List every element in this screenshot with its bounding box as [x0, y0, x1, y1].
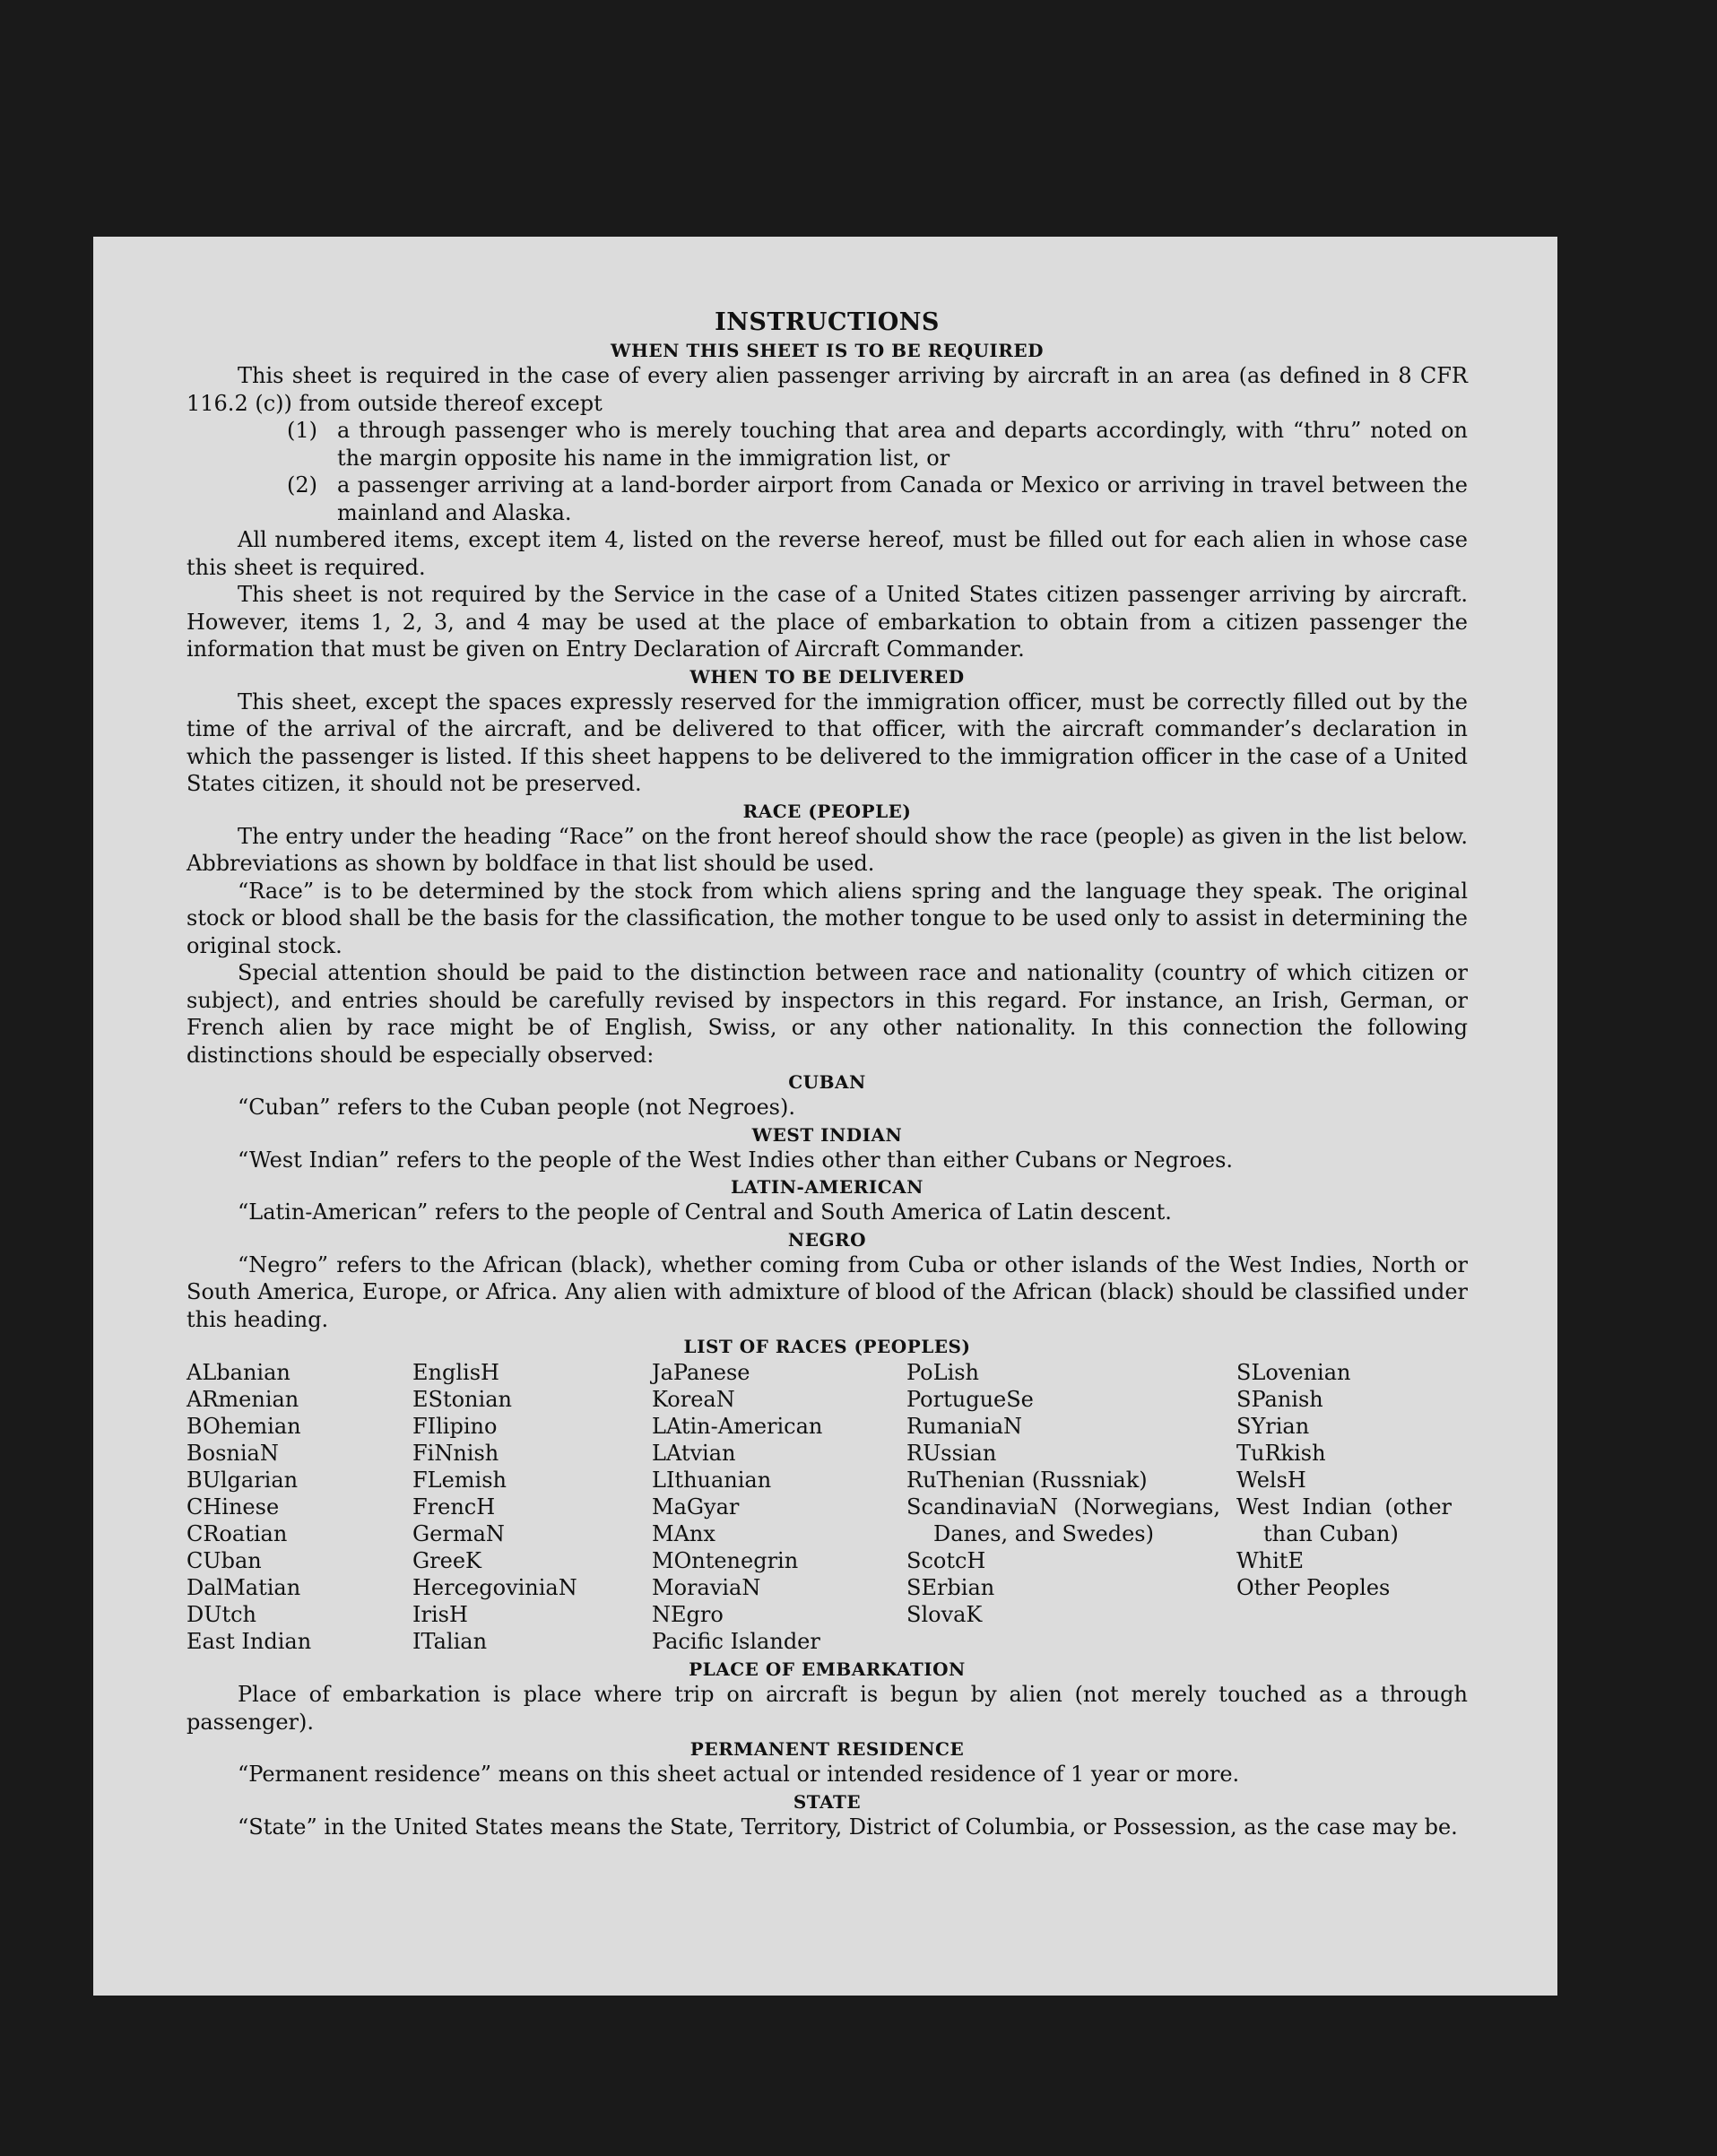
race-item: BosniaN	[186, 1441, 279, 1466]
race-item: SLovenian	[1236, 1360, 1351, 1385]
race-item: ScotcH	[906, 1548, 986, 1573]
race-item: ALbanian	[186, 1360, 291, 1385]
section-heading-race: RACE (PEOPLE)	[742, 800, 912, 822]
race-item: ARmenian	[186, 1387, 299, 1412]
race-item: PoLish	[906, 1360, 980, 1385]
races-column	[186, 1359, 412, 1655]
race-item: FiNnish	[412, 1441, 499, 1466]
races-column	[652, 1359, 906, 1655]
race-item: MaGyar	[652, 1494, 740, 1520]
race-item: HercegoviniaN	[412, 1575, 577, 1600]
section-heading-state: STATE	[793, 1790, 862, 1813]
race-item: CHinese	[186, 1494, 280, 1520]
race-item: DUtch	[186, 1602, 257, 1627]
paragraph: All numbered items, except item 4, listed on the reverse hereof, must be filled out for each alien in whose case this sheet is required.	[186, 527, 1468, 580]
race-item: LIthuanian	[652, 1468, 772, 1493]
section-heading-required: WHEN THIS SHEET IS TO BE REQUIRED	[611, 340, 1044, 361]
paragraph: “West Indian” refers to the people of the West Indies other than either Cubans or Negroes.	[238, 1147, 1234, 1173]
race-item: LAtvian	[652, 1441, 736, 1466]
paragraph: This sheet is not required by the Service in the case of a United States citizen passenger arriving by aircraft. However, items 1, 2, 3, and 4 may be used at the place of embarkation to obtain from a citizen passenger the information that must be given on Entry Declaration of Aircraft Commander.	[186, 582, 1468, 662]
paragraph: “Cuban” refers to the Cuban people (not Negroes).	[238, 1095, 795, 1120]
item-number: (2)	[287, 472, 317, 498]
race-item: FLemish	[412, 1468, 507, 1493]
race-item: BOhemian	[186, 1414, 301, 1439]
paragraph: “Latin-American” refers to the people of Central and South America of Latin descent.	[238, 1199, 1172, 1225]
race-item: ITalian	[412, 1629, 488, 1654]
page-title: INSTRUCTIONS	[715, 308, 940, 336]
race-item: KoreaN	[652, 1387, 735, 1412]
race-item: DalMatian	[186, 1575, 301, 1600]
races-column	[1236, 1359, 1468, 1655]
race-item: East Indian	[186, 1629, 312, 1654]
races-column	[906, 1359, 1236, 1655]
paragraph: Place of embarkation is place where trip on aircraft is begun by alien (not merely touched as a through passenger).	[186, 1682, 1468, 1735]
section-heading-cuban: CUBAN	[788, 1071, 866, 1093]
paragraph: “Negro” refers to the African (black), whether coming from Cuba or other islands of the West Indies, North or South America, Europe, or Africa. Any alien with admixture of blood of the African (black) should be classified under this heading.	[186, 1251, 1468, 1332]
race-item: Pacific Islander	[652, 1629, 820, 1654]
section-heading-races-list: LIST OF RACES (PEOPLES)	[683, 1336, 971, 1357]
section-heading-residence: PERMANENT RESIDENCE	[689, 1738, 965, 1760]
races-column	[412, 1359, 652, 1655]
race-item: FrencH	[412, 1494, 496, 1520]
race-item: NEgro	[652, 1602, 724, 1627]
race-item: GreeK	[412, 1548, 481, 1573]
paragraph: Special attention should be paid to the distinction between race and nationality (country of which citizen or subject), and entries should be carefully revised by inspectors in this regard. For instance, an Irish, German, or French alien by race might be of English, Swiss, or any other nationality. In this connection the following distinctions should be especially observed:	[186, 960, 1468, 1068]
race-item: RumaniaN	[906, 1414, 1023, 1439]
race-item: FIlipino	[412, 1414, 498, 1439]
race-item: WelsH	[1236, 1468, 1306, 1493]
races-list	[186, 1359, 1468, 1655]
list-item	[186, 472, 1468, 526]
item-text: a passenger arriving at a land-border airport from Canada or Mexico or arriving in travel between the mainland and Alaska.	[337, 472, 1468, 525]
paragraph: “Permanent residence” means on this sheet actual or intended residence of 1 year or more.	[238, 1762, 1240, 1787]
race-item: SYrian	[1236, 1414, 1310, 1439]
race-item: CRoatian	[186, 1521, 288, 1546]
race-item: CUban	[186, 1548, 262, 1573]
race-item: SlovaK	[906, 1602, 983, 1627]
item-text: a through passenger who is merely touching that area and departs accordingly, with “thru” noted on the margin opposite his name in the immigration list, or	[337, 418, 1468, 471]
paragraph: This sheet, except the spaces expressly reserved for the immigration officer, must be correctly filled out by the time of the arrival of the aircraft, and be delivered to that officer, with the aircraft commander’s declaration in which the passenger is listed. If this sheet happens to be delivered to the immigration officer in the case of a United States citizen, it should not be preserved.	[186, 688, 1468, 796]
race-item: RUssian	[906, 1441, 997, 1466]
paragraph: This sheet is required in the case of every alien passenger arriving by aircraft in an area (as defined in 8 CFR 116.2 (c)) from outside thereof except	[186, 363, 1468, 416]
section-heading-delivered: WHEN TO BE DELIVERED	[689, 665, 965, 688]
race-item: IrisH	[412, 1602, 468, 1627]
race-item: SErbian	[906, 1575, 995, 1600]
instruction-sheet	[93, 237, 1557, 1996]
section-heading-embarkation: PLACE OF EMBARKATION	[689, 1658, 966, 1680]
race-item: RuThenian (Russniak)	[906, 1468, 1148, 1493]
paragraph: “State” in the United States means the State, Territory, District of Columbia, or Possession, as the case may be.	[238, 1814, 1458, 1840]
race-item: Other Peoples	[1236, 1575, 1391, 1600]
race-item: MAnx	[652, 1521, 715, 1546]
race-item: ScandinaviaN (Norwegians, Danes, and Swedes)	[906, 1494, 1220, 1546]
race-item: West Indian (other than Cuban)	[1236, 1494, 1452, 1546]
item-number: (1)	[287, 418, 317, 443]
race-item: EnglisH	[412, 1360, 499, 1385]
section-heading-west-indian: WEST INDIAN	[751, 1123, 903, 1146]
race-item: EStonian	[412, 1387, 512, 1412]
race-item: LAtin-American	[652, 1414, 823, 1439]
race-item: BUlgarian	[186, 1468, 299, 1493]
section-heading-negro: NEGRO	[787, 1228, 867, 1251]
race-item: MOntenegrin	[652, 1548, 799, 1573]
list-item	[186, 417, 1468, 472]
section-heading-latin-american: LATIN-AMERICAN	[731, 1176, 924, 1198]
paragraph: “Race” is to be determined by the stock from which aliens spring and the language they speak. The original stock or blood shall be the basis for the classification, the mother tongue to be used only to assist in determining the original stock.	[186, 878, 1468, 958]
race-item: GermaN	[412, 1521, 505, 1546]
race-item: JaPanese	[652, 1360, 750, 1385]
paragraph: The entry under the heading “Race” on the front hereof should show the race (people) as given in the list below. Abbreviations as shown by boldface in that list should be used.	[186, 823, 1468, 876]
race-item: SPanish	[1236, 1387, 1323, 1412]
race-item: MoraviaN	[652, 1575, 761, 1600]
race-item: TuRkish	[1236, 1441, 1326, 1466]
race-item: PortugueSe	[906, 1387, 1034, 1412]
race-item: WhitE	[1236, 1548, 1304, 1573]
